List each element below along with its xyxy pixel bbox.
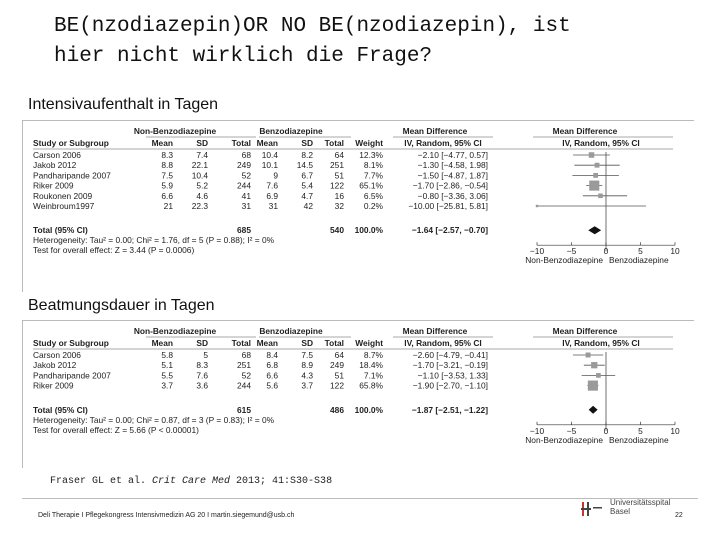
header-mean-difference: Mean Difference (402, 326, 468, 336)
row-total-1: 249 (237, 160, 251, 171)
row-sd-2: 3.7 (301, 380, 313, 391)
header-group-benzo: Benzodiazepine (259, 126, 323, 136)
row-sd-2: 5.4 (301, 180, 313, 191)
study-marker (598, 194, 603, 199)
row-ci: −1.10 [−3.53, 1.33] (417, 370, 488, 381)
header-plot-title: Mean Difference (552, 126, 618, 136)
logo-line-1: Universitätsspital (610, 498, 671, 507)
x-axis-tick-label: −10 (529, 246, 545, 257)
row-total-1: 68 (241, 150, 251, 160)
study-marker (589, 181, 599, 191)
x-axis-tick-label: −10 (529, 425, 545, 436)
row-study: Jakob 2012 (33, 360, 77, 371)
row-total-1: 68 (241, 350, 251, 360)
row-mean-1: 5.1 (161, 360, 173, 371)
row-study: Jakob 2012 (33, 160, 77, 171)
row-total-2: 64 (334, 150, 344, 160)
row-ci: −1.30 [−4.58, 1.98] (417, 160, 488, 171)
row-mean-1: 8.3 (161, 150, 173, 160)
header-group-benzo: Benzodiazepine (259, 326, 323, 336)
section-label-icu-stay: Intensivaufenthalt in Tagen (28, 96, 219, 113)
total-label: Total (95% CI) (33, 225, 88, 236)
row-study: Pandharipande 2007 (33, 170, 111, 181)
row-ci: −2.10 [−4.77, 0.57] (417, 150, 488, 160)
divider (22, 320, 694, 321)
axis-label-favours-benzo: Benzodiazepine (609, 255, 669, 266)
header-md-method: IV, Random, 95% CI (404, 138, 482, 148)
pooled-diamond (588, 226, 601, 234)
row-total-1: 41 (241, 190, 251, 201)
overall-effect-text: Test for overall effect: Z = 3.44 (P = 0.0006) (33, 245, 195, 256)
header-plot-method: IV, Random, 95% CI (562, 338, 640, 348)
total-weight: 100.0% (354, 225, 383, 236)
row-total-2: 122 (330, 180, 344, 191)
row-weight: 0.2% (363, 201, 383, 211)
study-marker (586, 353, 591, 358)
row-study: Carson 2006 (33, 150, 81, 160)
divider (22, 120, 23, 292)
row-sd-2: 7.5 (301, 350, 313, 360)
heterogeneity-text: Heterogeneity: Tau² = 0.00; Chi² = 1.76, df = 5 (P = 0.88); I² = 0% (33, 235, 275, 246)
row-weight: 8.7% (363, 350, 383, 360)
total-ci: −1.64 [−2.57, −0.70] (411, 225, 488, 236)
row-total-1: 251 (237, 360, 251, 371)
row-mean-1: 5.5 (161, 370, 173, 381)
row-ci: −2.60 [−4.79, −0.41] (412, 350, 488, 360)
forest-plot-icu-stay (33, 126, 683, 283)
x-axis-tick-label: 5 (638, 246, 643, 257)
row-study: Carson 2006 (33, 350, 81, 360)
row-sd-1: 5 (203, 350, 208, 360)
heterogeneity-text: Heterogeneity: Tau² = 0.00; Chi² = 0.87, df = 3 (P = 0.83); I² = 0% (33, 414, 275, 425)
row-mean-1: 3.7 (161, 380, 173, 391)
row-sd-2: 14.5 (296, 160, 313, 171)
citation-journal: Crit Care Med (152, 476, 231, 487)
total-label: Total (95% CI) (33, 404, 88, 415)
row-sd-2: 8.2 (301, 150, 313, 160)
total-weight: 100.0% (354, 404, 383, 415)
study-marker (595, 163, 600, 168)
row-total-2: 32 (334, 201, 344, 211)
row-sd-2: 4.3 (301, 370, 313, 381)
row-total-1: 31 (241, 201, 251, 211)
row-mean-2: 10.4 (261, 150, 278, 160)
header-total-2: Total (324, 138, 344, 148)
header-sd-1: SD (196, 338, 208, 348)
row-study: Weinbroum1997 (33, 201, 95, 211)
title-line-1: BE(nzodiazepin)OR NO BE(nzodiazepin), ist (54, 15, 571, 38)
header-mean-1: Mean (151, 338, 173, 348)
row-weight: 7.1% (363, 370, 383, 381)
row-mean-1: 7.5 (161, 170, 173, 181)
row-sd-1: 10.4 (191, 170, 208, 181)
row-mean-2: 6.6 (266, 370, 278, 381)
header-sd-1: SD (196, 138, 208, 148)
row-sd-1: 7.4 (196, 150, 208, 160)
row-sd-1: 22.1 (191, 160, 208, 171)
row-sd-1: 22.3 (191, 201, 208, 211)
row-mean-1: 21 (163, 201, 173, 211)
x-axis-tick-label: 0 (603, 425, 609, 436)
row-ci: −10.00 [−25.81, 5.81] (408, 201, 488, 211)
row-sd-1: 4.6 (196, 190, 208, 201)
row-weight: 6.5% (363, 190, 383, 201)
row-mean-2: 7.6 (266, 180, 278, 191)
study-marker (588, 381, 598, 391)
header-sd-2: SD (301, 138, 313, 148)
x-axis-tick-label: 5 (638, 425, 643, 436)
row-study: Roukonen 2009 (33, 190, 93, 201)
header-weight: Weight (355, 338, 383, 348)
citation-rest: 2013; 41:S30-S38 (230, 476, 333, 487)
row-weight: 18.4% (359, 360, 383, 371)
total-count-2: 486 (330, 404, 344, 415)
x-axis-tick-label: 0 (603, 246, 609, 257)
row-weight: 65.1% (359, 180, 383, 191)
study-marker (591, 362, 597, 368)
row-mean-2: 31 (268, 201, 278, 211)
citation (50, 476, 332, 487)
row-ci: −0.80 [−3.36, 3.06] (417, 190, 488, 201)
row-total-2: 249 (330, 360, 344, 371)
forest-plot-svg (33, 326, 683, 463)
header-mean-2: Mean (256, 338, 278, 348)
header-mean-2: Mean (256, 138, 278, 148)
row-total-1: 244 (237, 380, 251, 391)
total-ci: −1.87 [−2.51, −1.22] (411, 404, 488, 415)
row-weight: 65.8% (359, 380, 383, 391)
row-ci: −1.70 [−3.21, −0.19] (412, 360, 488, 371)
study-marker (596, 373, 601, 378)
row-ci: −1.50 [−4.87, 1.87] (417, 170, 488, 181)
row-total-2: 51 (334, 170, 344, 181)
header-total-2: Total (324, 338, 344, 348)
page-number: 22 (675, 512, 683, 519)
title-line-2: hier nicht wirklich die Frage? (54, 45, 433, 68)
row-total-1: 52 (241, 370, 251, 381)
row-total-2: 16 (334, 190, 344, 201)
row-sd-2: 6.7 (301, 170, 313, 181)
row-mean-2: 6.8 (266, 360, 278, 371)
header-total-1: Total (231, 338, 251, 348)
row-study: Riker 2009 (33, 380, 74, 391)
row-sd-2: 8.9 (301, 360, 313, 371)
row-sd-1: 3.6 (196, 380, 208, 391)
slide-title (54, 12, 571, 72)
divider (22, 320, 23, 468)
header-plot-method: IV, Random, 95% CI (562, 138, 640, 148)
row-sd-2: 4.7 (301, 190, 313, 201)
header-study: Study or Subgroup (33, 138, 109, 148)
section-label-ventilation: Beatmungsdauer in Tagen (28, 297, 215, 314)
row-weight: 12.3% (359, 150, 383, 160)
header-md-method: IV, Random, 95% CI (404, 338, 482, 348)
row-total-1: 52 (241, 170, 251, 181)
row-sd-1: 5.2 (196, 180, 208, 191)
header-weight: Weight (355, 138, 383, 148)
x-axis-tick-label: −5 (566, 246, 577, 257)
row-study: Riker 2009 (33, 180, 74, 191)
axis-label-favours-benzo: Benzodiazepine (609, 434, 669, 445)
row-mean-2: 6.9 (266, 190, 278, 201)
row-weight: 8.1% (363, 160, 383, 171)
hospital-logo (580, 498, 690, 528)
row-mean-2: 5.6 (266, 380, 278, 391)
row-mean-2: 8.4 (266, 350, 278, 360)
total-count-2: 540 (330, 225, 344, 236)
study-marker (536, 205, 538, 207)
row-total-1: 244 (237, 180, 251, 191)
row-mean-1: 6.6 (161, 190, 173, 201)
row-total-2: 64 (334, 350, 344, 360)
header-mean-1: Mean (151, 138, 173, 148)
pooled-diamond (589, 406, 598, 414)
study-marker (593, 173, 598, 178)
row-sd-2: 42 (303, 201, 313, 211)
logo-line-2: Basel (610, 507, 631, 516)
forest-plot-ventilation (33, 326, 683, 463)
citation-authors: Fraser GL et al. (50, 476, 153, 487)
row-mean-2: 10.1 (261, 160, 278, 171)
header-mean-difference: Mean Difference (402, 126, 468, 136)
header-sd-2: SD (301, 338, 313, 348)
row-total-2: 51 (334, 370, 344, 381)
header-group-non-benzo: Non-Benzodiazepine (133, 326, 217, 336)
row-total-2: 122 (330, 380, 344, 391)
axis-label-favours-non-benzo: Non-Benzodiazepine (525, 255, 603, 266)
row-sd-1: 7.6 (196, 370, 208, 381)
header-study: Study or Subgroup (33, 338, 109, 348)
logo-mark-icon (580, 498, 604, 520)
row-sd-1: 8.3 (196, 360, 208, 371)
x-axis-tick-label: 10 (670, 246, 680, 257)
overall-effect-text: Test for overall effect: Z = 5.66 (P < 0.00001) (33, 424, 199, 435)
header-plot-title: Mean Difference (552, 326, 618, 336)
row-mean-1: 5.9 (161, 180, 173, 191)
total-count-1: 685 (237, 225, 251, 236)
row-study: Pandharipande 2007 (33, 370, 111, 381)
axis-label-favours-non-benzo: Non-Benzodiazepine (525, 434, 603, 445)
row-total-2: 251 (330, 160, 344, 171)
footer-text: Deli Therapie I Pflegekongress Intensivmedizin AG 20 I martin.siegemund@usb.ch (38, 512, 295, 519)
x-axis-tick-label: −5 (566, 425, 577, 436)
divider (22, 120, 694, 121)
row-ci: −1.70 [−2.86, −0.54] (412, 180, 488, 191)
row-mean-1: 5.8 (161, 350, 173, 360)
row-mean-2: 9 (273, 170, 278, 181)
forest-plot-svg (33, 126, 683, 283)
study-marker (589, 152, 595, 158)
total-count-1: 615 (237, 404, 251, 415)
row-ci: −1.90 [−2.70, −1.10] (412, 380, 488, 391)
header-group-non-benzo: Non-Benzodiazepine (133, 126, 217, 136)
x-axis-tick-label: 10 (670, 425, 680, 436)
header-total-1: Total (231, 138, 251, 148)
row-mean-1: 8.8 (161, 160, 173, 171)
row-weight: 7.7% (363, 170, 383, 181)
